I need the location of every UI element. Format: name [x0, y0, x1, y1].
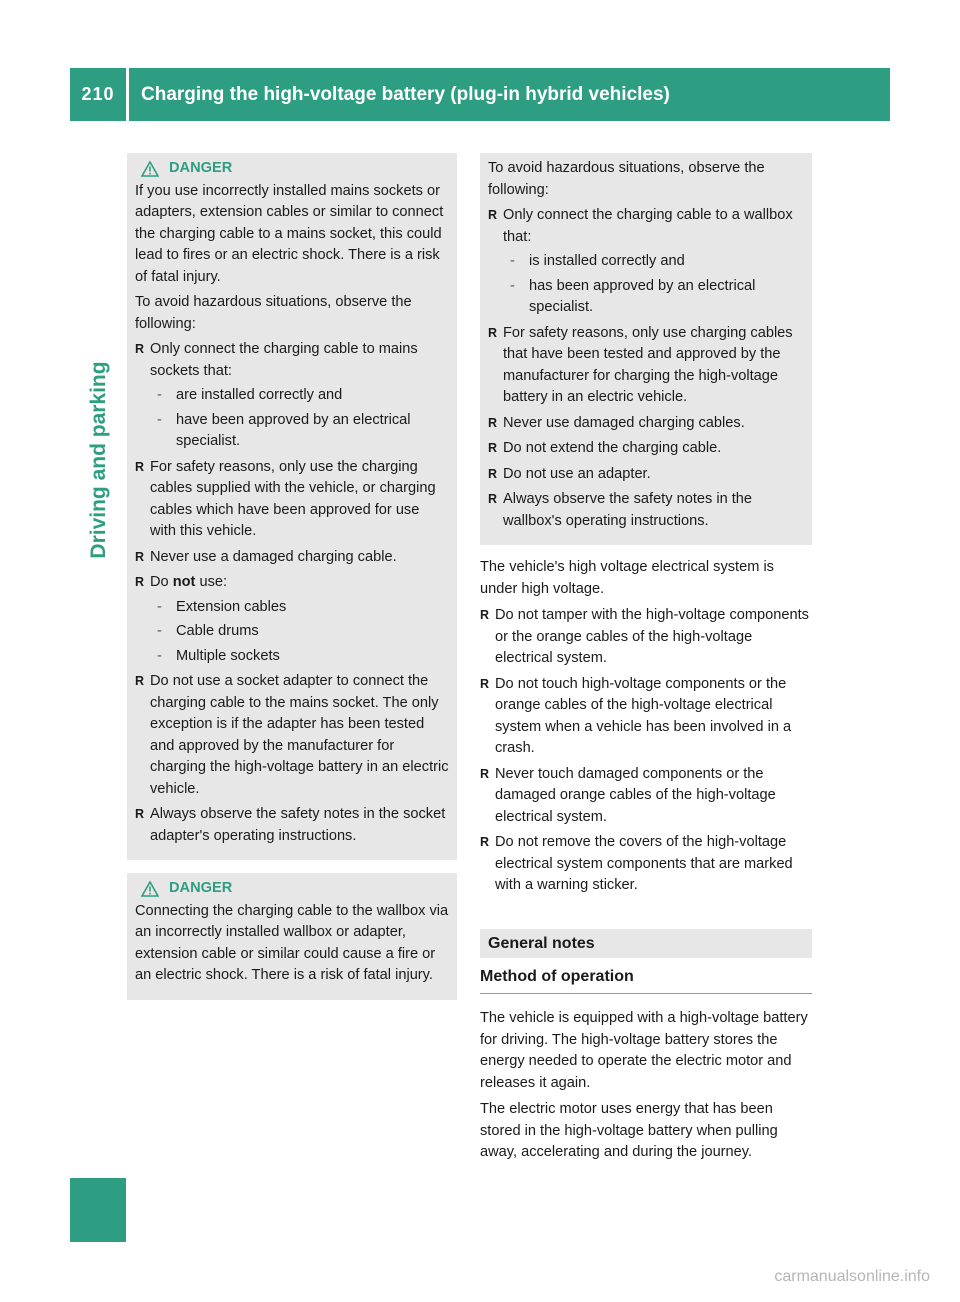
wallbox-observe: To avoid hazardous situations, observe the following: [488, 160, 765, 198]
list-item: R Never use a damaged charging cable. [135, 547, 449, 569]
list-item: R Do not use a socket adapter to connect the charging cable to the mains socket. The only exception is if the adapter has been tested and approved by the manufacturer for charging the high-voltage battery in an electric vehicle. [135, 671, 449, 800]
list-item-text-bold: not [172, 574, 196, 590]
list-item: R Do not touch high-voltage components or the orange cables of the high-voltage electrical system when a vehicle has been involved in a crash. [480, 674, 812, 760]
sub-list-item: - Multiple sockets [150, 646, 449, 668]
sub-list-item: - are installed correctly and [150, 385, 449, 407]
right-column [480, 153, 812, 1169]
hv-list [480, 605, 812, 897]
list-item [488, 205, 804, 319]
list-item: R For safety reasons, only use charging cables that have been tested and approved by the manufacturer for charging the high-voltage battery in an electric vehicle. [488, 323, 804, 409]
warning-triangle-icon [141, 161, 159, 177]
subheading-method-of-operation: Method of operation [480, 966, 812, 995]
list-item: R For safety reasons, only use the charging cables supplied with the vehicle, or charging cables which have been approved for use with this vehicle. [135, 457, 449, 543]
danger-title-text: DANGER [169, 160, 233, 176]
sub-list-item: - Extension cables [150, 597, 449, 619]
method-of-operation-text [480, 1008, 812, 1164]
sub-list-item: - is installed correctly and [503, 251, 804, 273]
danger-wallbox-text: Connecting the charging cable to the wallbox via an incorrectly installed wallbox or adapter, extension cable or similar could cause a fire or an electric shock. There is a risk of fatal injury. [135, 902, 449, 983]
wallbox-list [488, 205, 804, 532]
hv-intro: The vehicle's high voltage electrical system is under high voltage. [480, 559, 774, 597]
sub-list [150, 597, 449, 668]
side-tab-marker [70, 1178, 126, 1242]
danger-title-text: DANGER [169, 880, 233, 896]
list-item [135, 339, 449, 453]
header-divider [126, 68, 129, 121]
list-item: R Never touch damaged components or the damaged orange cables of the high-voltage electrical system. [480, 764, 812, 829]
danger-box-wallbox [127, 873, 457, 1000]
danger-box-wallbox-continued [480, 153, 812, 545]
list-item-text-pre: Do [150, 574, 173, 590]
danger-title [141, 878, 449, 900]
sub-list-item: - has been approved by an electrical specialist. [503, 276, 804, 319]
list-item-text: Only connect the charging cable to mains sockets that: [150, 341, 418, 379]
hv-system-section [480, 557, 812, 897]
watermark: carmanualsonline.info [774, 1268, 930, 1285]
list-item: R Never use damaged charging cables. [488, 413, 804, 435]
paragraph: The vehicle is equipped with a high-voltage battery for driving. The high-voltage battery stores the energy needed to operate the electric motor and releases it again. [480, 1010, 808, 1091]
danger-box-mains-sockets [127, 153, 457, 860]
page-number: 210 [81, 84, 115, 104]
list-item: R Do not extend the charging cable. [488, 438, 804, 460]
list-item: R Always observe the safety notes in the wallbox's operating instructions. [488, 489, 804, 532]
list-item: R Always observe the safety notes in the socket adapter's operating instructions. [135, 804, 449, 847]
list-item: R Do not use an adapter. [488, 464, 804, 486]
danger-list [135, 339, 449, 847]
section-side-label [84, 360, 114, 560]
list-item-text: Only connect the charging cable to a wallbox that: [503, 207, 793, 245]
paragraph: The electric motor uses energy that has been stored in the high-voltage battery when pulling away, accelerating and during the journey. [480, 1101, 778, 1160]
danger-intro: If you use incorrectly installed mains sockets or adapters, extension cables or similar to connect the charging cable to a mains socket, this could lead to fires or an electric shock. There is a risk of fatal injury. [135, 182, 444, 285]
section-heading-general-notes: General notes [480, 929, 812, 958]
warning-triangle-icon [141, 881, 159, 897]
sub-list-item: - Cable drums [150, 621, 449, 643]
list-item [135, 572, 449, 667]
sub-list-item: - have been approved by an electrical specialist. [150, 410, 449, 453]
sub-list [503, 251, 804, 319]
list-item: R Do not tamper with the high-voltage components or the orange cables of the high-voltage electrical system. [480, 605, 812, 670]
left-column [127, 153, 457, 1000]
page-title: Charging the high-voltage battery (plug-in hybrid vehicles) [141, 84, 670, 105]
danger-title [141, 158, 449, 180]
list-item-text-post: use: [195, 574, 228, 590]
list-item: R Do not remove the covers of the high-voltage electrical system components that are marked with a warning sticker. [480, 832, 812, 897]
side-label-text: Driving and parking [87, 361, 110, 559]
danger-observe: To avoid hazardous situations, observe the following: [135, 294, 412, 332]
sub-list [150, 385, 449, 453]
